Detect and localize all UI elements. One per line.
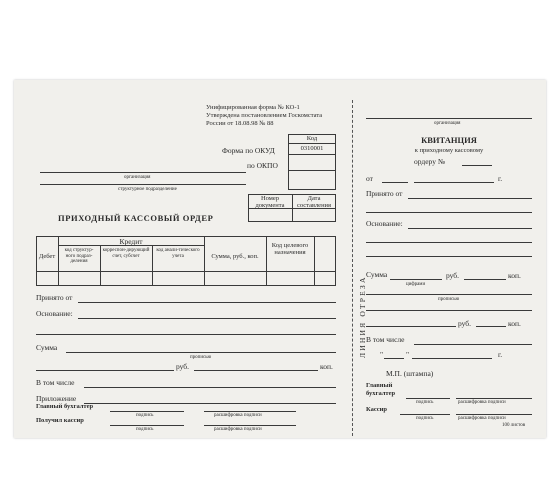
receipt-year-label: г. bbox=[498, 174, 503, 183]
kop-label: коп. bbox=[320, 362, 333, 371]
receipt-kop-line-2[interactable] bbox=[476, 326, 506, 327]
receipt-sum-words-line-3[interactable] bbox=[366, 326, 456, 327]
cashier-decoding-line[interactable] bbox=[204, 425, 296, 426]
receipt-rub-label-2: руб. bbox=[458, 319, 471, 328]
credit-header: Кредит bbox=[119, 237, 143, 246]
including-line[interactable] bbox=[84, 387, 336, 388]
received-from-label: Принято от bbox=[36, 293, 73, 302]
receipt-kop-label-2: коп. bbox=[508, 319, 521, 328]
receipt-digits-caption: цифрами bbox=[406, 282, 426, 287]
sum-line-2[interactable] bbox=[36, 370, 174, 371]
receipt-sum-label: Сумма bbox=[366, 270, 388, 279]
sum-label: Сумма bbox=[36, 343, 58, 352]
cashier-signature-caption: подпись bbox=[136, 427, 154, 432]
sum-line-3[interactable] bbox=[194, 370, 318, 371]
organization-caption: организация bbox=[124, 175, 151, 180]
form-header-line3: России от 18.08.98 № 88 bbox=[206, 120, 274, 127]
receipt-received-from-label: Принято от bbox=[366, 189, 403, 198]
cut-dashed-line bbox=[352, 100, 353, 436]
receipt-cashier-decoding-line[interactable] bbox=[456, 414, 532, 415]
division-caption: структурное подразделение bbox=[118, 187, 177, 192]
division-line[interactable] bbox=[40, 184, 246, 185]
receipt-subtitle-1: к приходному кассовому bbox=[414, 147, 484, 154]
credit-division-code-header: код структур-ного подраз-деления bbox=[64, 248, 94, 264]
receipt-basis-line[interactable] bbox=[408, 228, 532, 229]
amount-header: Сумма, руб., коп. bbox=[211, 253, 259, 260]
doc-number-header: Номер документа bbox=[255, 195, 285, 209]
receipt-chief-accountant-signature-caption: подпись bbox=[416, 400, 434, 405]
receipt-kop-digits-line[interactable] bbox=[464, 279, 506, 280]
receipt-day-line[interactable] bbox=[382, 182, 408, 183]
okud-value[interactable]: 0310001 bbox=[300, 145, 324, 152]
attachment-label: Приложение bbox=[36, 394, 77, 403]
received-cashier-label: Получил кассир bbox=[36, 417, 84, 424]
credit-analytic-code-header: код анали-тического учета bbox=[156, 248, 200, 259]
receipt-chief-accountant-decoding-caption: расшифровка подписи bbox=[458, 400, 506, 405]
purpose-code-header: Код целевого назначения bbox=[271, 242, 309, 257]
chief-accountant-label: Главный бухгалтер bbox=[36, 403, 94, 410]
receipt-date-year-label: г. bbox=[498, 350, 503, 359]
receipt-basis-label: Основание: bbox=[366, 219, 403, 228]
sum-line[interactable] bbox=[66, 352, 336, 353]
receipt-sum-words-line-2[interactable] bbox=[366, 310, 532, 311]
code-label: Код bbox=[306, 135, 318, 142]
receipt-organization-caption: организация bbox=[434, 121, 461, 126]
okpo-label: по ОКПО bbox=[247, 161, 278, 170]
receipt-basis-line-3[interactable] bbox=[366, 256, 532, 257]
receipt-sum-digits-line[interactable] bbox=[390, 279, 442, 280]
receipt-month-line[interactable] bbox=[414, 182, 494, 183]
attachment-line[interactable] bbox=[84, 403, 336, 404]
receipt-in-words-caption: прописью bbox=[438, 297, 460, 302]
receipt-basis-line-2[interactable] bbox=[366, 242, 532, 243]
receipt-cashier-label: Кассир bbox=[366, 406, 388, 413]
rub-label: руб. bbox=[176, 362, 189, 371]
basis-line[interactable] bbox=[78, 318, 336, 319]
receipt-stamp-label: М.П. (штампа) bbox=[386, 369, 434, 378]
receipt-title: КВИТАНЦИЯ bbox=[421, 135, 477, 145]
receipt-date-day-line[interactable] bbox=[384, 358, 404, 359]
organization-line[interactable] bbox=[40, 172, 246, 173]
receipt-including-label: В том числе bbox=[366, 335, 405, 344]
receipt-order-number-line[interactable] bbox=[462, 165, 492, 166]
doc-date-header: Дата составления bbox=[296, 195, 332, 209]
sum-in-words-caption: прописью bbox=[190, 355, 212, 360]
chief-accountant-signature-line[interactable] bbox=[110, 411, 184, 412]
okud-label: Форма по ОКУД bbox=[222, 146, 275, 155]
receipt-from-label: от bbox=[366, 174, 373, 183]
basis-label: Основание: bbox=[36, 309, 73, 318]
receipt-date-month-line[interactable] bbox=[412, 358, 492, 359]
receipt-kop-label: коп. bbox=[508, 271, 521, 280]
received-from-line[interactable] bbox=[78, 302, 336, 303]
receipt-subtitle-2: ордеру № bbox=[414, 157, 445, 166]
chief-accountant-decoding-line[interactable] bbox=[204, 411, 296, 412]
cash-order-form-sheet bbox=[14, 80, 546, 438]
credit-account-header: корреспон-дирующий счет, субсчет bbox=[102, 248, 150, 259]
receipt-organization-line[interactable] bbox=[366, 118, 532, 119]
receipt-received-from-line-2[interactable] bbox=[366, 212, 532, 213]
cashier-decoding-caption: расшифровка подписи bbox=[214, 427, 262, 432]
basis-line-2[interactable] bbox=[36, 334, 336, 335]
receipt-chief-accountant-signature-line[interactable] bbox=[406, 398, 450, 399]
receipt-rub-label: руб. bbox=[446, 271, 459, 280]
receipt-chief-accountant-label-1: Главный bbox=[366, 382, 393, 389]
debit-header: Дебет bbox=[38, 253, 56, 260]
receipt-cashier-signature-line[interactable] bbox=[400, 414, 450, 415]
form-header-line1: Унифицированная форма № КО-1 bbox=[206, 104, 300, 111]
chief-accountant-decoding-caption: расшифровка подписи bbox=[214, 413, 262, 418]
form-header-line2: Утверждена постановлением Госкомстата bbox=[206, 112, 323, 119]
receipt-sum-words-line[interactable] bbox=[366, 294, 532, 295]
including-label: В том числе bbox=[36, 378, 75, 387]
receipt-cashier-decoding-caption: расшифровка подписи bbox=[458, 416, 506, 421]
receipt-received-from-line[interactable] bbox=[408, 198, 532, 199]
receipt-including-line[interactable] bbox=[414, 344, 532, 345]
receipt-cashier-signature-caption: подпись bbox=[416, 416, 434, 421]
receipt-chief-accountant-label-2: бухгалтер bbox=[366, 390, 396, 397]
receipt-sheets-count: 100 листов bbox=[502, 423, 526, 428]
cut-line-label: ЛИНИЯ ОТРЕЗА bbox=[358, 275, 367, 358]
form-title: ПРИХОДНЫЙ КАССОВЫЙ ОРДЕР bbox=[58, 213, 214, 223]
cashier-signature-line[interactable] bbox=[110, 425, 184, 426]
receipt-chief-accountant-decoding-line[interactable] bbox=[456, 398, 532, 399]
receipt-date-open-quote: " bbox=[380, 350, 384, 359]
chief-accountant-signature-caption: подпись bbox=[136, 413, 154, 418]
receipt-date-close-quote: " bbox=[406, 350, 410, 359]
